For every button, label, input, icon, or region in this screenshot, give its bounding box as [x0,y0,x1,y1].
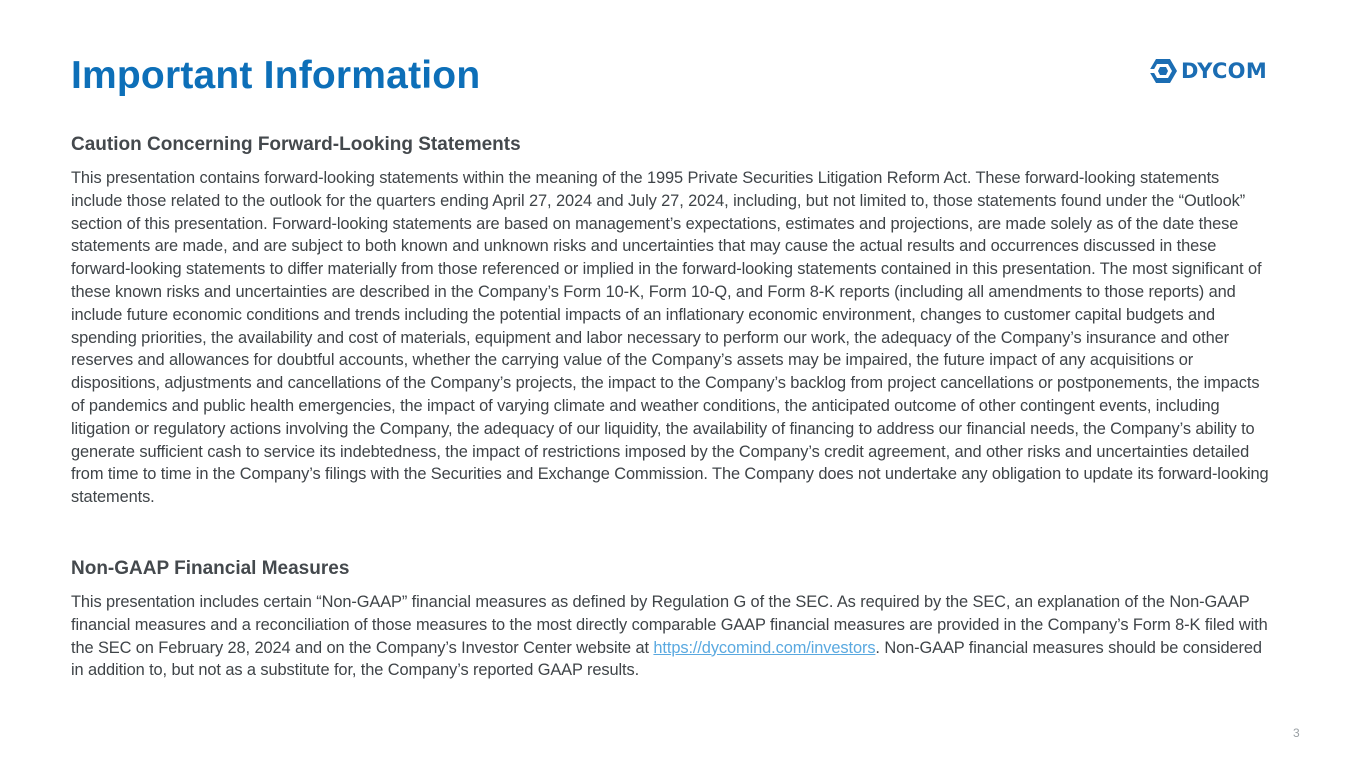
investors-link[interactable]: https://dycomind.com/investors [653,638,876,657]
non-gaap-section [71,558,1271,682]
non-gaap-body-text-1: This presentation includes certain “Non-GAAP” financial measures as defined by Regulation G of the SEC. As required by the SEC, an explanation of the Non-GAAP financial measures and a reconciliation of those measures to the most directly comparable GAAP financial measures are provided in the Company’s Form 8-K filed with the SEC on February 28, 2024 and on the Company’s Investor Center website at [71,593,1268,657]
forward-looking-body: This presentation contains forward-looking statements within the meaning of the 1995 Private Securities Litigation Reform Act. These forward-looking statements include those related to the outlook for the quarters ending April 27, 2024 and July 27, 2024, including, but not limited to, those statements found under the “Outlook” section of this presentation. Forward-looking statements are based on management’s expectations, estimates and projections, are made solely as of the date these statements are made, and are subject to both known and unknown risks and uncertainties that may cause the actual results and occurrences discussed in these forward-looking statements to differ materially from those referenced or implied in the forward-looking statements contained in this presentation. The most significant of these known risks and uncertainties are described in the Company’s Form 10-K, Form 10-Q, and Form 8-K reports (including all amendments to those reports) and include future economic conditions and trends including the potential impacts of an inflationary economic environment, changes to customer capital budgets and spending priorities, the availability and cost of materials, equipment and labor necessary to perform our work, the adequacy of the Company’s insurance and other reserves and allowances for doubtful accounts, whether the carrying value of the Company’s assets may be impaired, the future impact of any acquisitions or dispositions, adjustments and cancellations of the Company’s projects, the impact to the Company’s backlog from project cancellations or postponements, the impacts of pandemics and public health emergencies, the impact of varying climate and weather conditions, the anticipated outcome of other contingent events, including litigation or regulatory actions involving the Company, the adequacy of our liquidity, the availability of financing to address our financial needs, the Company’s ability to generate sufficient cash to service its indebtedness, the impact of restrictions imposed by the Company’s credit agreement, and other risks and uncertainties detailed from time to time in the Company’s filings with the Securities and Exchange Commission. The Company does not undertake any obligation to update its forward-looking statements. [71,169,1269,507]
company-logo [1148,56,1310,86]
forward-looking-section [71,134,1271,509]
non-gaap-heading: Non-GAAP Financial Measures [71,558,350,579]
non-gaap-body [71,591,1271,682]
non-gaap-body-text-2: . Non-GAAP financial measures should be considered in addition to, but not as a substitute for, the Company’s reported GAAP results. [71,638,1262,680]
logo-wordmark: DYCOM [1181,58,1268,83]
forward-looking-heading: Caution Concerning Forward-Looking Statements [71,134,521,155]
page-number: 3 [1293,726,1300,740]
dycom-logo-mark-icon [1148,58,1178,84]
page-title: Important Information [71,54,481,97]
